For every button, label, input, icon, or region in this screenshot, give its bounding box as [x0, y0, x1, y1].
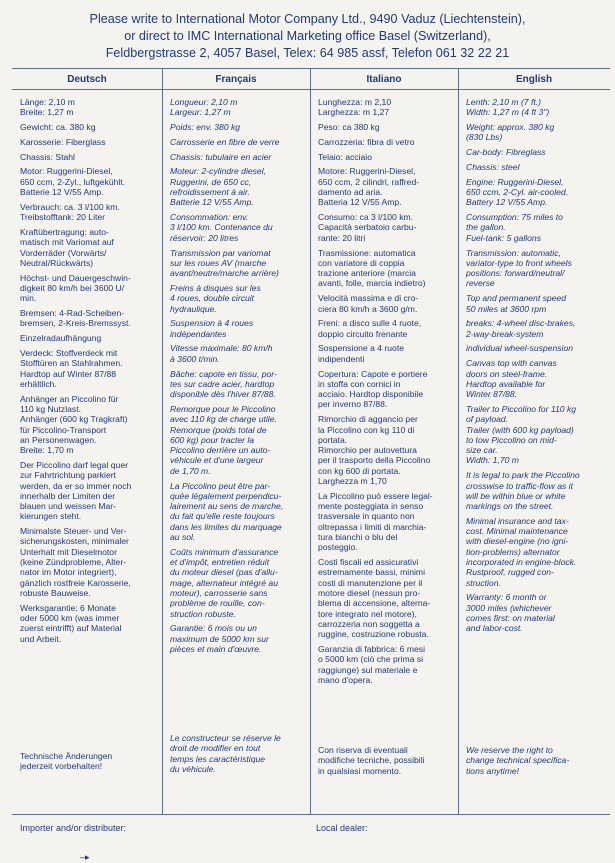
spec-line: 110 kg Nutzlast. [20, 403, 81, 414]
spec-line: Kraftübertragung: auto- [20, 226, 109, 237]
spec-line: doors on steel-frame. [466, 368, 548, 379]
spec-line: Rimorchio per autovettura [318, 445, 417, 456]
spec-line: the gallon. [466, 222, 506, 233]
spec-line: Transmission par variomat [170, 247, 271, 258]
spec-line: digkeit 80 km/h bei 3600 U/ [20, 282, 125, 293]
footer-line: We reserve the right to [466, 745, 553, 755]
spec-line: Anhänger an Piccolino für [20, 393, 119, 404]
spec-line: Motor: Ruggerini-Diesel, [20, 166, 113, 177]
spec-line: struction robuste. [170, 608, 236, 619]
spec-line: 50 miles at 3600 rpm [466, 303, 547, 314]
spec-paragraph [466, 343, 608, 353]
spec-line: Warranty: 6 month or [466, 592, 547, 603]
spec-line: Werksgarantie: 6 Monate [20, 602, 116, 613]
spec-paragraph [20, 202, 160, 223]
spec-line: individual wheel-suspension [466, 343, 574, 354]
spec-line: Capacità serbatoio carbu- [318, 222, 417, 233]
dealer-label: Local dealer: [316, 823, 368, 833]
spec-line: Rimorchio di aggancio per [318, 414, 418, 425]
spec-line: Peso: ca 380 kg [318, 122, 380, 133]
footer-line: temps les caractéristique [170, 753, 266, 764]
spec-paragraph [20, 460, 160, 522]
spec-line: Der Piccolino darf legal quer [20, 459, 128, 470]
spec-line: Piccolino derrière un auto- [170, 445, 271, 456]
spec-line: Länge: 2,10 m [20, 97, 75, 107]
spec-paragraph [318, 318, 456, 339]
spec-line: raggiunge) sul materiale e [318, 664, 418, 675]
spec-line: 3 l/100 km. Contenance du [170, 222, 273, 233]
spec-paragraph [170, 166, 308, 207]
spec-line: nator im Motor integriert), [20, 567, 117, 578]
spec-paragraph [466, 248, 608, 289]
spec-line: Canvas top with canvas [466, 358, 557, 369]
spec-line: 3000 miles (whichever [466, 602, 552, 613]
spec-line: avanti, folle, marcia indietro) [318, 278, 426, 289]
spec-line: Width: 1,70 m [466, 455, 519, 466]
spec-line: werden, da er so immer noch [20, 480, 132, 491]
spec-line: und Arbeit. [20, 633, 62, 644]
spec-line: Coûts minimum d'assurance [170, 546, 279, 557]
spec-line: dans les limites du marquage [170, 521, 282, 532]
spec-paragraph [170, 343, 308, 364]
spec-line: with diesel-engine (no igni- [466, 536, 569, 547]
spec-line: Hardtop available for [466, 378, 546, 389]
spec-line: avec 110 kg de charge utile. [170, 414, 277, 425]
spec-line: ruggine, costruzione robusta. [318, 629, 429, 640]
spec-line: Larghezza: m 1,27 [318, 107, 390, 118]
spec-line: mage, alternateur intégré au [170, 577, 278, 588]
spec-line: 600 kg) pour tracter la [170, 434, 255, 445]
spec-line: mano d'opera. [318, 674, 373, 685]
spec-line: (keine Zündprobleme, Alter- [20, 557, 127, 568]
spec-line: Transmission: automatic, [466, 247, 561, 258]
spec-line: gänzlich rostfreie Karosserie, [20, 577, 131, 588]
spec-line: Lunghezza: m 2,10 [318, 97, 392, 107]
spec-line: Minimalste Steuer- und Ver- [20, 526, 127, 537]
spec-line: innerhalb der Limiten der [20, 490, 116, 501]
spec-line: erhältlich. [20, 378, 57, 389]
spec-paragraph [170, 152, 308, 162]
spec-line: portata. [318, 434, 348, 445]
spec-line: Poids: env. 380 kg [170, 122, 241, 133]
spec-line: Garantie: 6 mois ou un [170, 623, 257, 634]
spec-line: Winter 87/88. [466, 389, 518, 400]
spec-line: Width: 1,27 m (4 ft 3") [466, 107, 550, 118]
footer-line: tions anytime! [466, 765, 520, 776]
spec-paragraph [466, 358, 608, 399]
table-bottom-rule [12, 814, 610, 815]
spec-line: breaks: 4-wheel disc-brakes, [466, 318, 576, 329]
spec-paragraph [170, 318, 308, 339]
footer-line: change technical specifica- [466, 755, 570, 766]
spec-line: du moteur diesel (pas d'allu- [170, 567, 278, 578]
spec-line: Batterie 12 V/55 Amp. [20, 187, 104, 198]
spec-paragraph [318, 248, 456, 289]
spec-paragraph [20, 152, 160, 162]
spec-paragraph [466, 97, 608, 118]
spec-line: o 5000 km (ciò che prima si [318, 654, 424, 665]
spec-line: trasversale in quanto non [318, 511, 415, 522]
spec-paragraph [170, 369, 308, 400]
spec-line: It is legal to park the Piccolino [466, 470, 580, 481]
spec-line: cost. Minimal maintenance [466, 526, 568, 537]
spec-line: positions: forward/neutral/ [466, 268, 565, 279]
spec-line: posteggio. [318, 542, 358, 553]
column-divider [458, 68, 459, 814]
footer-line: Technische Änderungen [20, 751, 113, 761]
spec-line: Verbrauch: ca. 3 l/100 km. [20, 201, 120, 212]
spec-line: Bâche: capote en tissu, por- [170, 368, 277, 379]
spec-paragraph [170, 623, 308, 654]
spec-line: avant/neutre/marche arrière) [170, 268, 279, 279]
spec-line: to tow Piccolino on mid- [466, 434, 557, 445]
spec-line: crosswise to traffic-flow as it [466, 480, 573, 491]
spec-line: tore integrato nel motore), [318, 608, 417, 619]
spec-line: maximum de 5000 km sur [170, 633, 269, 644]
spec-line: Carrozzeria: fibra di vetro [318, 136, 415, 147]
spec-line: Bremsen: 4-Rad-Scheiben- [20, 308, 125, 319]
spec-line: Chassis: steel [466, 161, 520, 172]
spec-line: struction. [466, 577, 501, 588]
spec-paragraph [170, 547, 308, 619]
spec-line: acciaio. Hardtop disponibile [318, 389, 424, 400]
spec-line: Vitesse maximale: 80 km/h [170, 343, 273, 354]
spec-line: Costi fiscali ed assicurativi [318, 557, 419, 568]
spec-line: Batterie 12 V/55 Amp. [170, 197, 254, 208]
spec-paragraph [20, 227, 160, 268]
spec-line: Consumo: ca 3 l/100 km. [318, 212, 414, 223]
spec-line: damento ad aria. [318, 187, 383, 198]
spec-line: Freni: a disco sulle 4 ruote, [318, 318, 422, 329]
spec-paragraph [466, 147, 608, 157]
spec-line: moteur), carrosserie sans [170, 587, 268, 598]
spec-line: réservoir: 20 litres [170, 232, 239, 243]
spec-line: de 1,70 m. [170, 465, 211, 476]
spec-line: Gewicht: ca. 380 kg [20, 122, 96, 133]
spec-line: Garanzia di fabbrica: 6 mesi [318, 643, 425, 654]
spec-paragraph [170, 481, 308, 543]
spec-paragraph [170, 248, 308, 279]
spec-paragraph [170, 122, 308, 132]
spec-line: 650 ccm, 2-Cyl. air-cooled. [466, 187, 569, 198]
spec-line: Unterhalt mit Dieselmotor [20, 546, 117, 557]
spec-paragraph [20, 603, 160, 644]
spec-line: incorporated in engine-block. [466, 557, 577, 568]
spec-line: Batteria 12 V/55 Amp. [318, 197, 402, 208]
spec-paragraph [170, 283, 308, 314]
footer-line: in qualsiasi momento. [318, 765, 402, 776]
spec-line: problème de rouille, con- [170, 598, 265, 609]
spec-line: indépendantes [170, 328, 227, 339]
spec-line: Breite: 1,27 m [20, 107, 74, 118]
spec-line: Chassis: tubulaire en acier [170, 151, 272, 162]
spec-line: hydraulique. [170, 303, 217, 314]
spec-line: Battery 12 V/55 Amp. [466, 197, 548, 208]
spec-line: carrozzeria non soggetta a [318, 618, 420, 629]
spec-paragraph [20, 394, 160, 456]
spec-paragraph [318, 293, 456, 314]
table-top-rule [12, 68, 610, 69]
spec-paragraph [318, 414, 456, 486]
spec-line: Verdeck: Stoffverdeck mit [20, 347, 118, 358]
spec-line: Moteur: 2-cylindre diesel, [170, 166, 267, 177]
spec-line: robuste Bauweise. [20, 587, 91, 598]
spec-line: doppio circuito frenante [318, 328, 408, 339]
spec-line: Vorderräder (Vorwärts/ [20, 247, 107, 258]
column-divider [162, 68, 163, 814]
spec-line: markings on the street. [466, 501, 554, 512]
spec-line: Fuel-tank: 5 gallons [466, 232, 541, 243]
spec-line: Lenth: 2,10 m (7 ft.) [466, 97, 541, 107]
spec-line: disponible dès l'hiver 87/88. [170, 389, 276, 400]
spec-line: an Personenwagen. [20, 434, 97, 445]
spec-line: Treibstofftank: 20 Liter [20, 212, 106, 223]
spec-line: zur Fahrtrichtung parkiert [20, 470, 116, 481]
spec-line: Chassis: Stahl [20, 151, 75, 162]
footer-line: Con riserva di eventuali [318, 745, 408, 755]
spec-line: 2-way-break-system [466, 328, 544, 339]
spec-line: Trailer to Piccolino for 110 kg [466, 403, 577, 414]
column-italiano [318, 97, 456, 690]
spec-line: Consumption: 75 miles to [466, 212, 563, 223]
table-header-rule [12, 89, 610, 90]
spec-line: min. [20, 293, 37, 304]
spec-paragraph [466, 162, 608, 172]
spec-line: Freins à disques sur les [170, 282, 261, 293]
spec-line: Höchst- und Dauergeschwin- [20, 272, 131, 283]
spec-line: of payload. [466, 414, 509, 425]
spec-paragraph [318, 137, 456, 147]
spec-line: Consommation: env. [170, 212, 249, 223]
spec-line: Copertura: Capote e portiere [318, 368, 428, 379]
spec-line: Suspension à 4 roues [170, 318, 254, 329]
spec-line: costi di manutenzione per il [318, 577, 423, 588]
spec-line: tes sur cadre acier, hardtop [170, 378, 275, 389]
spec-line: Karosserie: Fiberglass [20, 136, 106, 147]
spec-line: will be within blue or white [466, 490, 566, 501]
spec-line: tura bianchi o blu del [318, 531, 398, 542]
spec-line: Ruggerini, de 650 cc, [170, 176, 252, 187]
spec-paragraph [318, 369, 456, 410]
footer-line: jederzeit vorbehalten! [20, 761, 103, 772]
spec-line: Remorque pour le Piccolino [170, 403, 276, 414]
spec-line: con kg 600 di portata. [318, 465, 401, 476]
spec-line: Motore: Ruggerini-Diesel, [318, 166, 416, 177]
spec-line: oder 5000 km (was immer [20, 613, 120, 624]
column-heading-francais: Français [215, 74, 257, 85]
spec-line: con variatore di coppia [318, 257, 405, 268]
spec-line: bremsen, 2-Kreis-Bremssyst. [20, 318, 131, 329]
spec-paragraph [466, 318, 608, 339]
spec-line: blema di accensione, alterna- [318, 598, 431, 609]
spec-line: 4 roues, double circuit [170, 293, 255, 304]
spec-line: et d'impôt, entretien réduit [170, 557, 270, 568]
column-heading-english: English [515, 74, 553, 85]
spec-line: tion-problems) alternator [466, 546, 560, 557]
spec-line: size car. [466, 445, 498, 456]
spec-paragraph [466, 516, 608, 588]
spec-line: oltrepassa i limiti di marchia- [318, 521, 427, 532]
spec-paragraph [466, 404, 608, 466]
spec-line: Sospensione a 4 ruote [318, 343, 405, 354]
spec-line: per il trasporto della Piccolino [318, 455, 431, 466]
spec-line: Engine: Ruggerini-Diesel, [466, 176, 564, 187]
spec-paragraph [20, 333, 160, 343]
spec-paragraph [318, 343, 456, 364]
spec-line: mente posteggiata in senso [318, 501, 424, 512]
header-line-2: or direct to IMC International Marketing office Basel (Switzerland), [124, 29, 491, 43]
spec-paragraph [466, 592, 608, 633]
spec-line: pièces et main d'œuvre. [170, 643, 262, 654]
spec-paragraph [20, 526, 160, 598]
spec-paragraph [466, 122, 608, 143]
column-heading-italiano: Italiano [366, 74, 402, 85]
spec-line: au sol. [170, 531, 196, 542]
spec-line: Car-body: Fibreglass [466, 147, 546, 158]
spec-line: and labor-cost. [466, 623, 523, 634]
spec-line: à 3600 t/min. [170, 353, 220, 364]
spec-line: reverse [466, 278, 495, 289]
spec-line: sicherungskosten, minimaler [20, 536, 129, 547]
spec-line: du fait qu'elle reste toujours [170, 511, 275, 522]
spec-paragraph [318, 644, 456, 685]
spec-line: Einzelradaufhängung [20, 333, 102, 344]
spec-line: Remorque (poids total de [170, 424, 267, 435]
footer-line: Le constructeur se réserve le [170, 733, 281, 743]
spec-line: Trasmissione: automatica [318, 247, 416, 258]
header-line-3: Feldbergstrasse 2, 4057 Basel, Telex: 64 985 assf, Telefon 061 32 22 21 [105, 46, 510, 60]
spec-line: comes first: on material [466, 613, 555, 624]
spec-line: kierungen steht. [20, 511, 82, 522]
footer-line: du véhicule. [170, 763, 216, 774]
spec-line: per inverno 87/88. [318, 399, 388, 410]
spec-line: matisch mit Variomat auf [20, 237, 114, 248]
column-francais [170, 97, 308, 659]
spec-paragraph [20, 122, 160, 132]
spec-line: trazione anteriore (marcia [318, 268, 416, 279]
spec-line: La Piccolino può essere legal- [318, 490, 433, 501]
spec-line: Largeur: 1,27 m [170, 107, 231, 118]
spec-line: (830 Lbs) [466, 132, 503, 143]
column-divider [310, 68, 311, 814]
spec-line: Minimal insurance and tax- [466, 515, 569, 526]
column-english [466, 97, 608, 638]
spec-paragraph [318, 152, 456, 162]
spec-line: la Piccolino con kg 110 di [318, 424, 415, 435]
spec-line: in stoffa con cornici in [318, 378, 401, 389]
footer-line: modifiche tecniche, possibili [318, 755, 425, 766]
spec-line: rante: 20 litri [318, 232, 366, 243]
spec-paragraph [20, 308, 160, 329]
spec-line: Anhänger (600 kg Tragkraft) [20, 414, 128, 425]
spec-line: Trailer (with 600 kg payload) [466, 424, 574, 435]
spec-line: indipendenti [318, 353, 365, 364]
spec-paragraph [318, 491, 456, 553]
column-footer-francais [170, 733, 308, 774]
spec-paragraph [318, 557, 456, 639]
spec-paragraph [20, 273, 160, 304]
spec-line: zuerst eintrifft) auf Material [20, 623, 122, 634]
spec-paragraph [466, 177, 608, 208]
spec-line: Rustproof, rugged con- [466, 567, 554, 578]
spec-line: Top and permanent speed [466, 293, 567, 304]
spec-paragraph [20, 97, 160, 118]
spec-paragraph [318, 166, 456, 207]
column-footer-italiano [318, 745, 456, 776]
spec-line: Stofftüren an Stahlrahmen. [20, 358, 123, 369]
spec-line: variator-type to front wheels [466, 257, 572, 268]
spec-paragraph [170, 212, 308, 243]
spec-paragraph [170, 404, 308, 476]
spec-line: Neutral/Rückwärts) [20, 257, 94, 268]
spec-paragraph [466, 212, 608, 243]
spec-line: Larghezza m 1,70 [318, 476, 387, 486]
spec-line: lairement au sens de marche, [170, 501, 284, 512]
spec-line: quée légalement perpendicu- [170, 490, 282, 501]
spec-paragraph [20, 348, 160, 389]
header-line-1: Please write to International Motor Company Ltd., 9490 Vaduz (Liechtenstein), [89, 12, 526, 26]
spec-paragraph [318, 122, 456, 132]
spec-line: Velocità massima e di cro- [318, 293, 419, 304]
spec-paragraph [20, 166, 160, 197]
footer-line: droit de modifier en tout [170, 743, 261, 754]
corner-mark: –▸ [80, 852, 90, 862]
spec-line: blauen und weissen Mar- [20, 501, 117, 512]
spec-line: für Piccolino-Transport [20, 424, 107, 435]
spec-line: Hardtop auf Winter 87/88 [20, 368, 117, 379]
spec-line: véhicule et d'une largeur [170, 455, 264, 466]
column-footer-english [466, 745, 608, 776]
spec-paragraph [318, 212, 456, 243]
spec-paragraph [170, 97, 308, 118]
spec-line: refroidissement à air. [170, 187, 250, 198]
importer-label: Importer and/or distributer: [20, 823, 127, 833]
spec-paragraph [466, 470, 608, 511]
spec-line: Carrosserie en fibre de verre [170, 136, 280, 147]
spec-paragraph [20, 137, 160, 147]
spec-line: Longueur: 2,10 m [170, 97, 238, 107]
spec-line: 650 ccm, 2 cilindri, raffred- [318, 176, 420, 187]
spec-line: Weight: approx. 380 kg [466, 122, 555, 133]
spec-paragraph [318, 97, 456, 118]
spec-line: 650 ccm, 2-Zyl., luftgekühlt. [20, 176, 126, 187]
column-footer-deutsch [20, 751, 160, 772]
spec-line: motore diesel (nessun pro- [318, 587, 421, 598]
spec-line: Telaio: acciaio [318, 151, 372, 162]
spec-line: La Piccolino peut être par- [170, 480, 271, 491]
spec-line: ciera 80 km/h a 3600 g/m. [318, 303, 418, 314]
column-deutsch [20, 97, 160, 648]
spec-line: estremamente bassi, minimi [318, 567, 425, 578]
spec-paragraph [170, 137, 308, 147]
spec-line: sur les roues AV (marche [170, 257, 267, 268]
column-heading-deutsch: Deutsch [67, 74, 107, 85]
spec-paragraph [466, 293, 608, 314]
spec-line: Breite: 1,70 m [20, 445, 74, 456]
